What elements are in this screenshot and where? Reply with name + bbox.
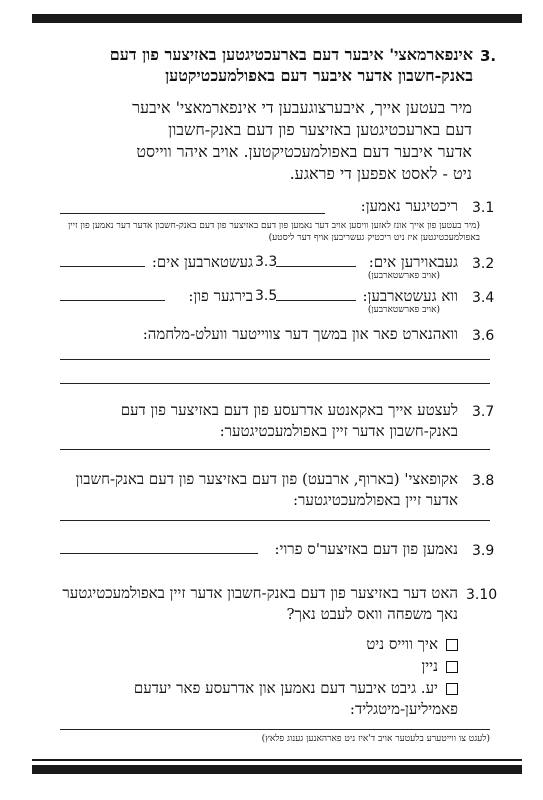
q36-answer-line-1[interactable] [60,359,490,360]
q31-number: 3.1 [472,200,495,216]
q39-answer-line[interactable] [60,553,258,554]
q31-answer-line[interactable] [60,213,325,214]
q36-label: וואהנארט פאר און במשך דער צווייטער וועלט-מלחמה: [142,325,458,343]
q36-answer-line-2[interactable] [60,383,490,384]
q36-number: 3.6 [472,328,495,344]
q33-answer-line[interactable] [60,266,145,267]
checkbox-yes[interactable] [446,683,458,695]
q37-number: 3.7 [472,404,495,420]
section-intro: מיר בעטען אייך, איבערצוגעבען די אינפארמאצי' איבער דעם בארעכטיגטען באזיצער פון דעם באנק-חשבון אדער איבער דעם באפולמעכטיקטען. אויב איהר ווייסט ניט - לאסט אפפען די פראגע. [132,98,472,183]
q37-label: לעצטע אייך באקאנטע אדרעסע פון דעם באזיצער פון דעם באנק-חשבון אדער זיין באפולמעכטיגטער: [120,401,458,440]
option-yes-label: יע. גיבט איבער דעם נאמען און אדרעסע פאר יעדעם פאמיליען-מיטגליד: [133,679,458,718]
q32-answer-line[interactable] [276,266,356,267]
option-no-label: ניין [421,657,438,675]
q34-answer-line[interactable] [276,300,356,301]
q39-number: 3.9 [472,543,495,559]
q33-label: געשטארבען אים: [151,253,253,271]
q310-label: האט דער באזיצער פון דעם באנק-חשבון אדער זיין באפולמעכטיגטער נאך משפחה וואס לעבט נאך? [62,584,458,623]
option-dont-know[interactable] [200,634,458,655]
q34-label: ווא געשטארבען: [362,287,458,305]
q38-label: אקופאצי' (בארוף, ארבעט) פון דעם באזיצער פון דעם באנק-חשבון אדער זיין באפולמעכטיגטער: [75,470,458,509]
checkbox-dont-know[interactable] [446,639,458,651]
q32-sub: (אויב פארשטארבען) [367,271,440,281]
q31-note: (מיר בעטען פון אייך אונז לאזען וויסען אויב דער נאמען פון דעם באזיצער פון דעם באנק-חשבון אדער דער נאמען פון זיין באפולמעכטיגטען איז ניט ריכטיק געשריבען אויף דער ליסטע) [67,221,480,243]
bottom-border-bar [32,765,522,774]
q310-number: 3.10 [466,587,498,603]
q35-answer-line[interactable] [60,300,165,301]
q38-answer-line[interactable] [60,520,490,521]
footer-note: (לעגט צו ווייטערע בלעטער אויב ד'איז ניט פארהאנען גענוג פלאץ) [261,734,490,744]
q32-label: געבאוירען אים: [368,253,458,271]
family-answer-line[interactable] [60,729,490,730]
option-dont-know-label: איך ווייס ניט [366,635,438,653]
q38-number: 3.8 [472,473,495,489]
bottom-border-bar-thin [32,759,522,761]
checkbox-no[interactable] [446,661,458,673]
option-yes[interactable] [60,678,458,720]
q34-sub: (אויב פארשטארבען) [367,305,440,315]
q37-answer-line[interactable] [60,449,490,450]
top-border-bar [32,14,522,23]
q35-label: בירגער פון: [188,287,253,305]
section-number: 3. [480,47,497,65]
q35-number: 3.5 [255,288,278,304]
q34-number: 3.4 [472,290,495,306]
q33-number: 3.3 [255,254,278,270]
q39-label: נאמען פון דעם באזיצער'ס פרוי: [274,540,458,558]
section-title: אינפארמאצי' איבער דעם בארעכטיגטען באזיצער פון דעם באנק-חשבון אדער איבער דעם באפולמעכטיקטען [109,45,473,85]
q32-number: 3.2 [472,256,495,272]
q31-label: ריכטיגער נאמען: [360,197,458,215]
option-no[interactable] [200,656,458,677]
